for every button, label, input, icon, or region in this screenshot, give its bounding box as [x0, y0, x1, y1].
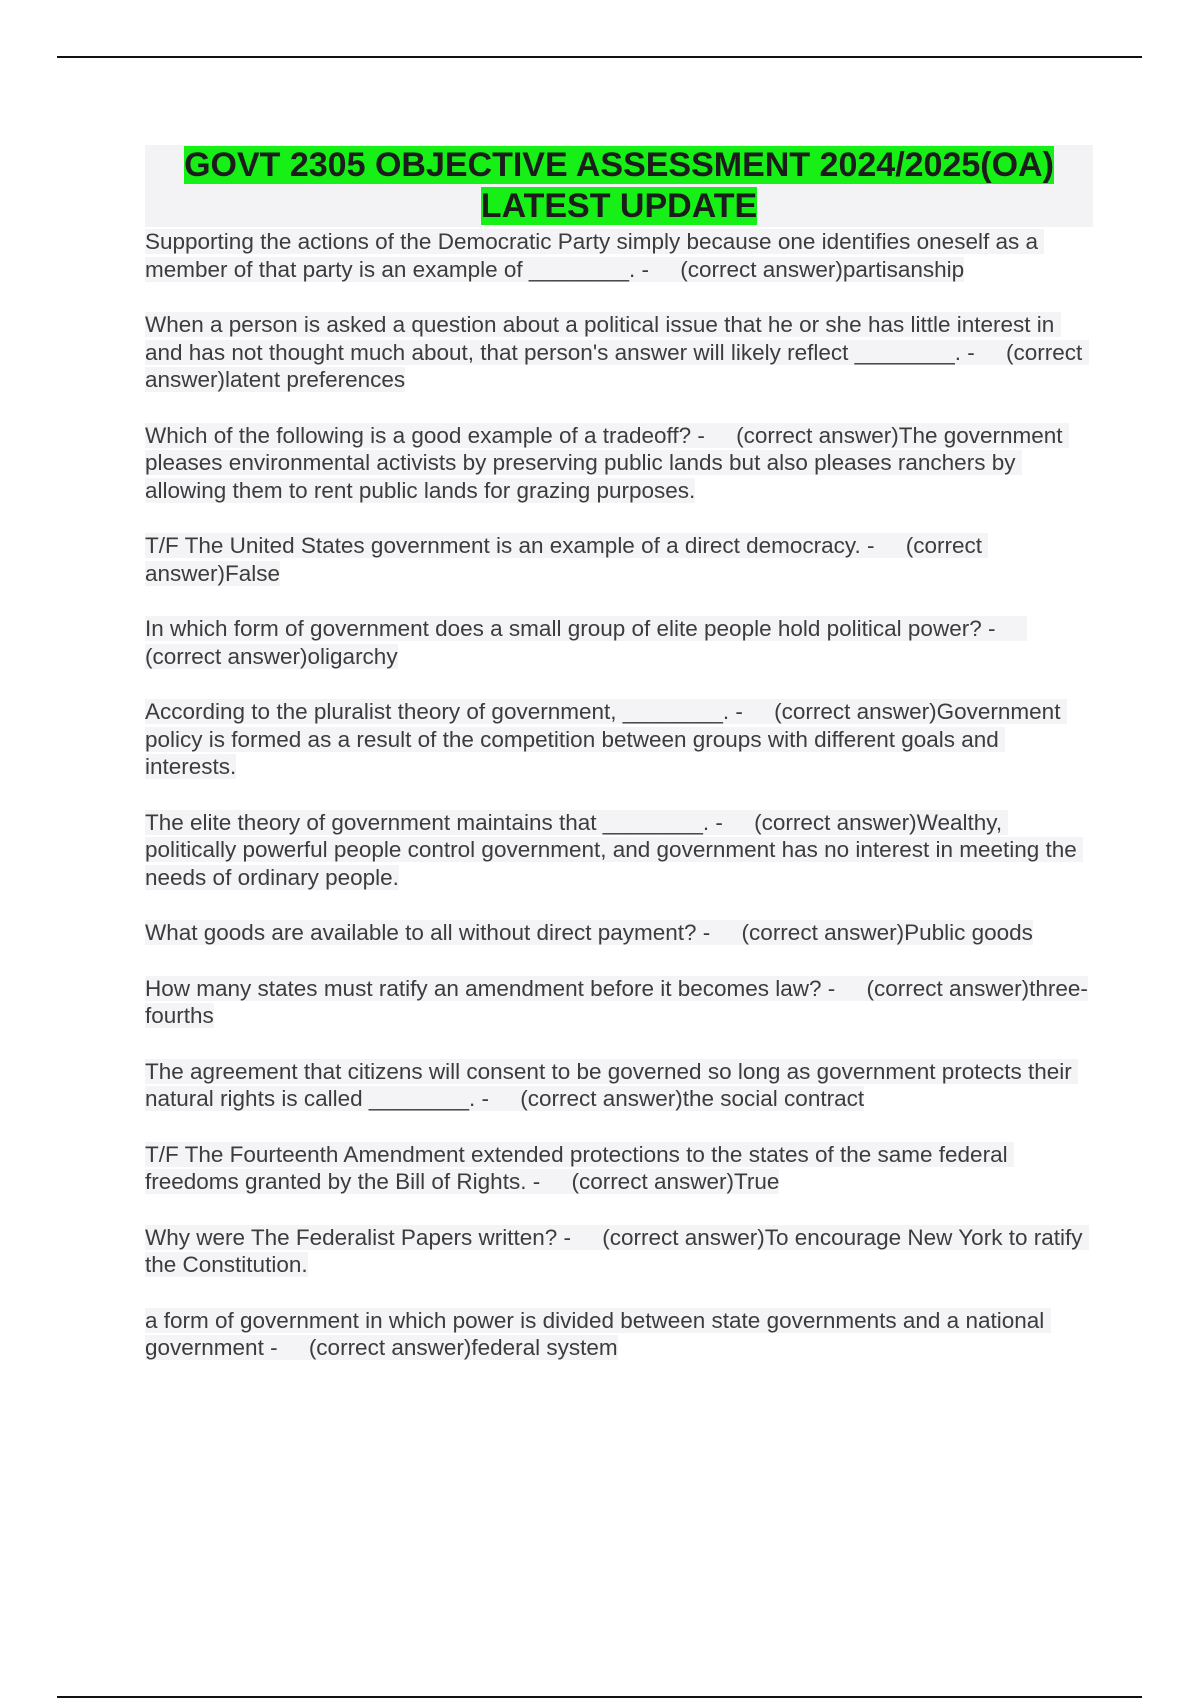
qa-text: When a person is asked a question about a political issue that he or she has little interest in and has not thought much about, that person's answer will likely reflect ________. - (correct answer)latent preferences [145, 312, 1089, 392]
qa-item-11 [145, 1141, 1095, 1196]
title-line-1: GOVT 2305 OBJECTIVE ASSESSMENT 2024/2025(OA) [184, 146, 1054, 184]
top-rule [57, 56, 1142, 58]
qa-item-1 [145, 228, 1095, 283]
qa-text: How many states must ratify an amendment before it becomes law? - (correct answer)three-fourths [145, 975, 1088, 1028]
qa-text: Why were The Federalist Papers written? - (correct answer)To encourage New York to ratify the Constitution. [145, 1224, 1089, 1277]
qa-item-12 [145, 1224, 1095, 1279]
qa-text: The agreement that citizens will consent to be governed so long as government protects their natural rights is called ________. - (correct answer)the social contract [145, 1058, 1079, 1111]
qa-item-2 [145, 311, 1095, 394]
qa-text: a form of government in which power is divided between state governments and a national government - (correct answer)federal system [145, 1307, 1051, 1360]
qa-item-3 [145, 422, 1095, 505]
qa-text: According to the pluralist theory of government, ________. - (correct answer)Government policy is formed as a result of the competition between groups with different goals and interests. [145, 699, 1067, 779]
qa-text: The elite theory of government maintains that ________. - (correct answer)Wealthy, politically powerful people control government, and government has no interest in meeting the needs of ordinary people. [145, 809, 1084, 890]
qa-item-9 [145, 975, 1095, 1030]
qa-item-5 [145, 615, 1095, 670]
qa-item-7 [145, 809, 1095, 892]
qa-text: T/F The Fourteenth Amendment extended protections to the states of the same federal freedoms granted by the Bill of Rights. - (correct answer)True [145, 1141, 1014, 1194]
qa-item-4 [145, 532, 1095, 587]
title-line-2: LATEST UPDATE [480, 187, 758, 225]
qa-item-8 [145, 919, 1095, 947]
qa-text: In which form of government does a small group of elite people hold political power? - (correct answer)oligarchy [145, 616, 1027, 669]
question-answer-list [145, 228, 1095, 1390]
qa-text: Supporting the actions of the Democratic Party simply because one identifies oneself as a member of that party is an example of ________. - (correct answer)partisanship [145, 229, 1045, 282]
qa-item-13 [145, 1307, 1095, 1362]
qa-text: T/F The United States government is an example of a direct democracy. - (correct answer)False [145, 533, 989, 586]
qa-item-10 [145, 1058, 1095, 1113]
qa-item-6 [145, 698, 1095, 781]
qa-text: Which of the following is a good example of a tradeoff? - (correct answer)The government pleases environmental activists by preserving public lands but also pleases ranchers by allowing them to rent public lands for grazing purposes. [145, 422, 1069, 503]
document-title [145, 145, 1093, 227]
qa-text: What goods are available to all without direct payment? - (correct answer)Public goods [145, 920, 1033, 945]
bottom-rule [57, 1696, 1142, 1698]
